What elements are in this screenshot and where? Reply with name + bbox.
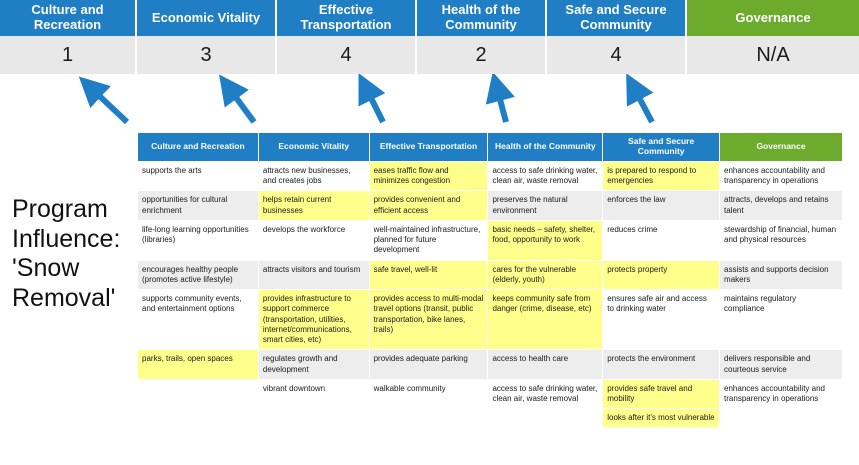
matrix-cell-6-1: vibrant downtown	[258, 379, 369, 408]
influence-arrow-1	[229, 88, 254, 122]
matrix-cell-5-4: protects the environment	[603, 350, 720, 379]
matrix-cell-2-0: life-long learning opportunities (libraries)	[138, 220, 259, 260]
matrix-cell-0-2: eases traffic flow and minimizes congestion	[369, 162, 488, 191]
outcome-header-label: Safe and Secure Community	[565, 2, 667, 32]
matrix-cell-3-3: cares for the vulnerable (elderly, youth)	[488, 260, 603, 289]
matrix-cell-2-5: stewardship of financial, human and physical resources	[720, 220, 843, 260]
matrix-cell-4-5: maintains regulatory compliance	[720, 290, 843, 350]
matrix-cell-2-3: basic needs – safety, shelter, food, opportunity to work	[488, 220, 603, 260]
table-row	[138, 260, 843, 289]
matrix-cell-1-1: helps retain current businesses	[258, 191, 369, 220]
matrix-cell-2-1: develops the workforce	[258, 220, 369, 260]
matrix-cell-0-5: enhances accountability and transparency in operations	[720, 162, 843, 191]
matrix-cell-4-2: provides access to multi-modal travel options (transit, public transportation, bike lanes, trails)	[369, 290, 488, 350]
outcome-header-label: Culture and Recreation	[31, 2, 104, 32]
matrix-cell-7-5	[720, 409, 843, 428]
table-row	[138, 191, 843, 220]
table-row	[138, 220, 843, 260]
outcome-header-3	[417, 0, 547, 36]
outcome-score-5: N/A	[756, 43, 790, 66]
outcome-header-label: Governance	[735, 9, 811, 25]
influence-arrow-2	[366, 88, 383, 122]
outcome-header-label: Health of the Community	[441, 2, 521, 32]
outcome-header-label: Economic Vitality	[151, 9, 261, 25]
matrix-cell-3-1: attracts visitors and tourism	[258, 260, 369, 289]
matrix-cell-4-4: ensures safe air and access to drinking water	[603, 290, 720, 350]
matrix-header-5: Governance	[720, 133, 843, 162]
matrix-header-3: Health of the Community	[488, 133, 603, 162]
table-row	[138, 350, 843, 379]
matrix-cell-7-0	[138, 409, 259, 428]
table-row	[138, 162, 843, 191]
matrix-header-0: Culture and Recreation	[138, 133, 259, 162]
caption-line-1: Program	[12, 195, 108, 223]
outcome-score-2: 4	[277, 36, 417, 74]
outcome-header-label: Effective Transportation	[300, 2, 392, 32]
matrix-cell-1-2: provides convenient and efficient access	[369, 191, 488, 220]
matrix-cell-0-4: is prepared to respond to emergencies	[603, 162, 720, 191]
strategic-outcomes-header	[0, 0, 859, 36]
outcome-score-1: 3	[137, 36, 277, 74]
matrix-cell-7-2	[369, 409, 488, 428]
matrix-cell-6-4: provides safe travel and mobility	[603, 379, 720, 408]
matrix-cell-6-5: enhances accountability and transparency in operations	[720, 379, 843, 408]
matrix-cell-1-5: attracts, develops and retains talent	[720, 191, 843, 220]
outcome-score-4: 4	[547, 36, 687, 74]
outcome-header-2	[277, 0, 417, 36]
outcome-header-0	[0, 0, 137, 36]
matrix-header-2: Effective Transportation	[369, 133, 488, 162]
caption-line-3: 'Snow	[12, 254, 80, 282]
matrix-cell-6-3: access to safe drinking water, clean air, waste removal	[488, 379, 603, 408]
outcome-score-3: 2	[417, 36, 547, 74]
influence-arrow-3	[497, 88, 506, 122]
outcomes-matrix	[137, 132, 843, 428]
matrix-cell-4-0: supports community events, and entertainment options	[138, 290, 259, 350]
matrix-cell-2-4: reduces crime	[603, 220, 720, 260]
matrix-cell-1-4: enforces the law	[603, 191, 720, 220]
matrix-cell-7-3	[488, 409, 603, 428]
matrix-cell-3-4: protects property	[603, 260, 720, 289]
influence-arrow-0	[91, 88, 127, 122]
matrix-header-row	[138, 133, 843, 162]
page-title	[12, 195, 137, 313]
caption-line-4: Removal'	[12, 283, 116, 312]
outcome-header-4	[547, 0, 687, 36]
matrix-cell-1-0: opportunities for cultural enrichment	[138, 191, 259, 220]
matrix-cell-3-0: encourages healthy people (promotes active lifestyle)	[138, 260, 259, 289]
matrix-cell-4-1: provides infrastructure to support commerce (transportation, utilities, internet/communications, smart cities, etc)	[258, 290, 369, 350]
outcome-header-5	[687, 0, 859, 36]
matrix-cell-1-3: preserves the natural environment	[488, 191, 603, 220]
table-row	[138, 409, 843, 428]
matrix-cell-4-3: keeps community safe from danger (crime, disease, etc)	[488, 290, 603, 350]
matrix-cell-0-1: attracts new businesses, and creates jobs	[258, 162, 369, 191]
influence-arrow-4	[634, 88, 652, 122]
matrix-cell-5-0: parks, trails, open spaces	[138, 350, 259, 379]
matrix-header-1: Economic Vitality	[258, 133, 369, 162]
table-row	[138, 379, 843, 408]
matrix-cell-2-2: well-maintained infrastructure, planned for future development	[369, 220, 488, 260]
matrix-cell-0-0: supports the arts	[138, 162, 259, 191]
outcome-header-1	[137, 0, 277, 36]
matrix-body	[138, 162, 843, 428]
matrix-cell-7-1	[258, 409, 369, 428]
matrix-cell-5-5: delivers responsible and courteous service	[720, 350, 843, 379]
influence-arrows	[0, 74, 859, 132]
matrix-cell-6-2: walkable community	[369, 379, 488, 408]
strategic-outcomes-scores	[0, 36, 859, 74]
matrix-cell-7-4: looks after it's most vulnerable	[603, 409, 720, 428]
matrix-header-4: Safe and Secure Community	[603, 133, 720, 162]
matrix-cell-3-5: assists and supports decision makers	[720, 260, 843, 289]
outcome-score-0: 1	[0, 36, 137, 74]
table-row	[138, 290, 843, 350]
matrix-cell-3-2: safe travel, well-lit	[369, 260, 488, 289]
caption-line-2: Influence:	[12, 224, 121, 253]
matrix-cell-5-3: access to health care	[488, 350, 603, 379]
matrix-header-row	[138, 133, 843, 162]
matrix-cell-5-1: regulates growth and development	[258, 350, 369, 379]
matrix-cell-6-0	[138, 379, 259, 408]
matrix-cell-0-3: access to safe drinking water, clean air, waste removal	[488, 162, 603, 191]
matrix-cell-5-2: provides adequate parking	[369, 350, 488, 379]
